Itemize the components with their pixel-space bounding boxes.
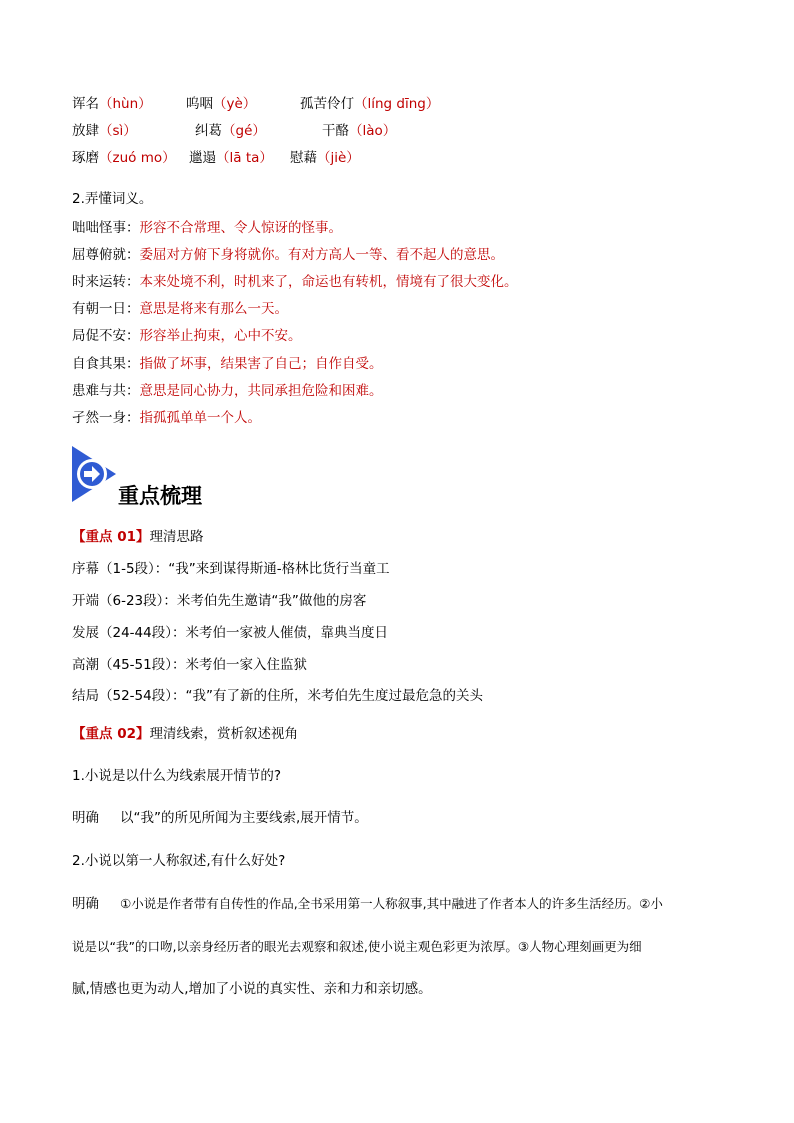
kp2-title: 理清线索，赏析叙述视角 <box>149 726 298 742</box>
kp1-item: 开端（6-23段）：米考伯先生邀请“我”做他的房客 <box>72 593 367 609</box>
kp1-item: 序幕（1-5段）：“我”来到谋得斯通-格林比货行当童工 <box>72 561 390 577</box>
vocab-item <box>72 409 261 427</box>
vocab-term: 患难与共： <box>72 383 140 399</box>
vocab-definition: 委屈对方俯下身将就你。有对方高人一等、看不起人的意思。 <box>139 247 504 263</box>
vocab-definition: 形容举止拘束，心中不安。 <box>139 328 302 344</box>
kp2-header <box>72 725 298 743</box>
vocab-item <box>72 300 288 318</box>
kp2-tag: 【重点 02】 <box>72 726 150 742</box>
pinyin-item: 干酪（lào） <box>322 123 397 139</box>
vocab-term: 时来运转： <box>72 274 140 290</box>
vocab-definition: 意思是将来有那么一天。 <box>139 301 288 317</box>
vocab-title: 2.弄懂词义。 <box>72 191 153 207</box>
vocab-definition: 意思是同心协力，共同承担危险和困难。 <box>139 383 383 399</box>
section-title: 重点梳理 <box>118 483 202 508</box>
vocab-item <box>72 327 302 345</box>
pinyin-item: 琢磨（zuó mo） <box>72 150 176 166</box>
vocab-definition: 本来处境不利，时机来了，命运也有转机，情境有了很大变化。 <box>139 274 518 290</box>
question-1: 1.小说是以什么为线索展开情节的? <box>72 768 282 784</box>
pinyin-item: 呜咽（yè） <box>186 96 257 112</box>
pinyin-item: 邋遢（lā ta） <box>189 150 273 166</box>
kp1-tag: 【重点 01】 <box>72 529 150 545</box>
kp1-item: 高潮（45-51段）：米考伯一家入住监狱 <box>72 657 307 673</box>
kp1-item: 结局（52-54段）：“我”有了新的住所，米考伯先生度过最危急的关头 <box>72 688 483 704</box>
vocab-definition: 形容不合常理、令人惊讶的怪事。 <box>139 220 342 236</box>
answer-text: ①小说是作者带有自传性的作品,全书采用第一人称叙事,其中融进了作者本人的许多生活经历。②小 <box>120 896 663 911</box>
vocab-term: 局促不安： <box>72 328 140 344</box>
kp1-header <box>72 528 204 546</box>
pinyin-item: 纠葛（gé） <box>195 123 266 139</box>
answer-label: 明确 <box>72 896 99 912</box>
answer-2-line <box>72 895 663 913</box>
pinyin-item: 放肆（sì） <box>72 123 137 139</box>
vocab-term: 咄咄怪事： <box>72 220 140 236</box>
arrow-right-circle-icon <box>68 444 120 504</box>
answer-2-line: 腻,情感也更为动人,增加了小说的真实性、亲和力和亲切感。 <box>72 981 432 997</box>
answer-2-line: 说是以“我”的口吻,以亲身经历者的眼光去观察和叙述,使小说主观色彩更为浓厚。③人物心理刻画更为细 <box>72 939 642 954</box>
vocab-term: 有朝一日： <box>72 301 140 317</box>
vocab-item <box>72 246 504 264</box>
kp1-title: 理清思路 <box>149 529 204 545</box>
vocab-item <box>72 219 342 237</box>
vocab-item <box>72 273 518 291</box>
pinyin-item: 慰藉（jiè） <box>290 150 360 166</box>
question-2: 2.小说以第一人称叙述,有什么好处? <box>72 853 286 869</box>
vocab-definition: 指做了坏事，结果害了自己；自作自受。 <box>139 356 383 372</box>
answer-label: 明确 <box>72 810 99 826</box>
vocab-term: 自食其果： <box>72 356 140 372</box>
answer-text: 以“我”的所见所闻为主要线索,展开情节。 <box>120 810 368 826</box>
vocab-item <box>72 355 383 373</box>
pinyin-item: 孤苦伶仃（líng dīng） <box>300 96 440 112</box>
kp1-item: 发展（24-44段）：米考伯一家被人催债，靠典当度日 <box>72 625 388 641</box>
vocab-term: 屈尊俯就： <box>72 247 140 263</box>
vocab-definition: 指孤孤单单一个人。 <box>139 410 261 426</box>
vocab-item <box>72 382 383 400</box>
answer-1 <box>72 809 368 827</box>
pinyin-item: 诨名（hùn） <box>72 96 152 112</box>
vocab-term: 孑然一身： <box>72 410 140 426</box>
